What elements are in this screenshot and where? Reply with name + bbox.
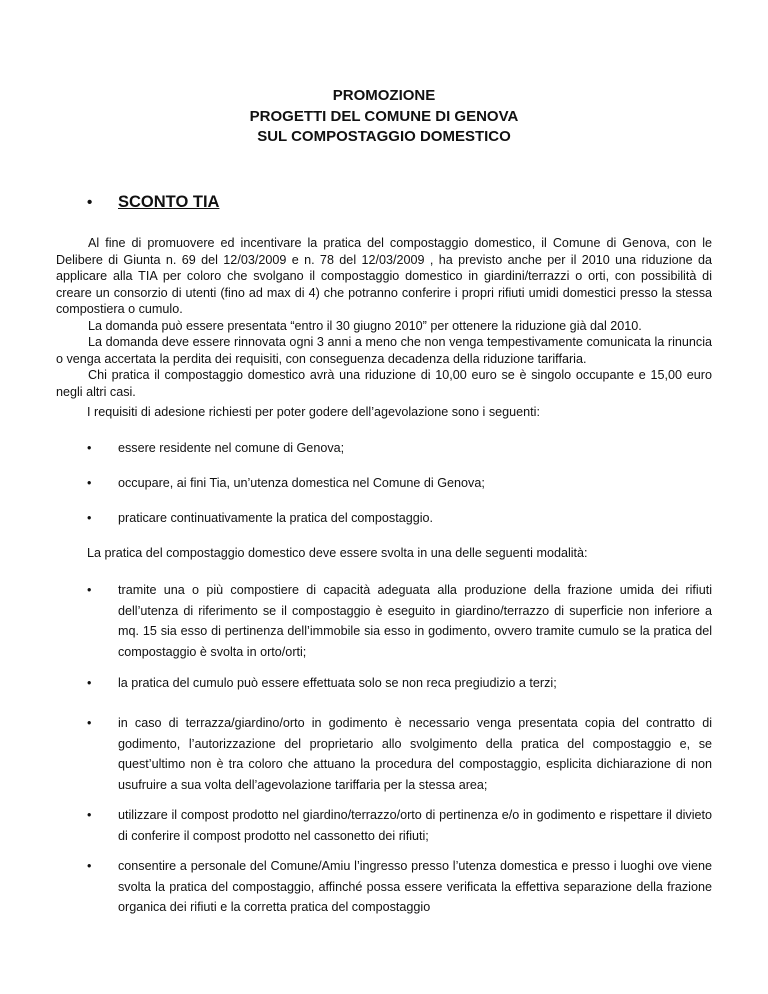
requisiti-list-item — [87, 511, 712, 525]
requisiti-list-item — [87, 476, 712, 490]
list-item-text: utilizzare il compost prodotto nel giardino/terrazzo/orto di pertinenza e/o in godimento e rispettare il divieto di conferire il compost prodotto nel cassonetto dei rifiuti; — [118, 808, 712, 843]
bullet-icon: • — [87, 676, 92, 690]
list-item-text: essere residente nel comune di Genova; — [118, 441, 345, 455]
document-title — [0, 86, 768, 148]
requisiti-intro: I requisiti di adesione richiesti per poter godere dell’agevolazione sono i seguenti: — [87, 405, 540, 419]
bullet-icon: • — [87, 859, 92, 873]
bullet-icon: • — [87, 194, 93, 211]
list-item-text: in caso di terrazza/giardino/orto in godimento è necessario venga presentata copia del contratto di godimento, l’autorizzazione del proprietario allo svolgimento della pratica del compostaggio e, se quest’ultimo non è tra coloro che attuano la procedura del compostaggio, esplicita dichiarazione di non usufruire a sua volta dell’agevolazione tariffaria per la stessa area; — [118, 716, 712, 792]
intro-paragraph: La domanda può essere presentata “entro il 30 giugno 2010” per ottenere la riduzione già dal 2010. — [88, 318, 642, 333]
intro-text — [56, 235, 712, 400]
intro-paragraph: Al fine di promuovere ed incentivare la pratica del compostaggio domestico, il Comune di Genova, con le Delibere di Giunta n. 69 del 12/03/2009 e n. 78 del 12/03/2009 , ha previsto anche per il 2010 una riduzione da applicare alla TIA per coloro che svolgano il compostaggio domestico in giardini/terrazzi o orti, con possibilità di creare un consorzio di utenti (fino ad max di 4) che potranno conferire i propri rifiuti umidi domestici presso la stessa compostiera o cumulo. — [56, 236, 712, 316]
modalita-list-item — [87, 580, 712, 662]
modalita-list-item — [87, 856, 712, 918]
list-item-text: praticare continuativamente la pratica del compostaggio. — [118, 511, 434, 525]
bullet-icon: • — [87, 476, 92, 490]
section-heading-label: SCONTO TIA — [118, 193, 220, 211]
requisiti-list-item — [87, 441, 712, 455]
bullet-icon: • — [87, 716, 92, 730]
intro-paragraph: La domanda deve essere rinnovata ogni 3 anni a meno che non venga tempestivamente comunicata la rinuncia o venga accertata la perdita dei requisiti, con conseguenza decadenza della riduzione tariffaria. — [56, 335, 712, 366]
modalita-list-item — [87, 805, 712, 846]
title-line-1: PROMOZIONE — [332, 87, 436, 104]
list-item-text: la pratica del cumulo può essere effettuata solo se non reca pregiudizio a terzi; — [118, 676, 557, 690]
bullet-icon: • — [87, 511, 92, 525]
title-line-2: PROGETTI DEL COMUNE DI GENOVA — [249, 107, 519, 125]
bullet-icon: • — [87, 583, 92, 597]
list-item-text: occupare, ai fini Tia, un’utenza domestica nel Comune di Genova; — [118, 476, 485, 490]
modalita-list-item — [87, 713, 712, 795]
section-heading — [87, 193, 219, 212]
bullet-icon: • — [87, 441, 92, 455]
modalita-list-item — [87, 673, 712, 694]
bullet-icon: • — [87, 808, 92, 822]
modalita-intro: La pratica del compostaggio domestico deve essere svolta in una delle seguenti modalità: — [87, 546, 588, 560]
intro-paragraph: Chi pratica il compostaggio domestico avrà una riduzione di 10,00 euro se è singolo occupante e 15,00 euro negli altri casi. — [56, 368, 712, 399]
list-item-text: tramite una o più compostiere di capacità adeguata alla produzione della frazione umida dei rifiuti dell’utenza di riferimento se il compostaggio è eseguito in giardino/terrazzo di superficie non inferiore a mq. 15 sia esso di pertinenza dell’immobile sia esso in godimento, ovvero tramite cumulo se la pratica del compostaggio è svolta in orto/orti; — [118, 583, 712, 659]
title-line-3: SUL COMPOSTAGGIO DOMESTICO — [257, 128, 511, 145]
list-item-text: consentire a personale del Comune/Amiu l’ingresso presso l’utenza domestica e presso i luoghi ove viene svolta la pratica del compostaggio, affinché possa essere verificata la effettiva separazione della frazione organica dei rifiuti e la corretta pratica del compostaggio — [118, 859, 712, 914]
